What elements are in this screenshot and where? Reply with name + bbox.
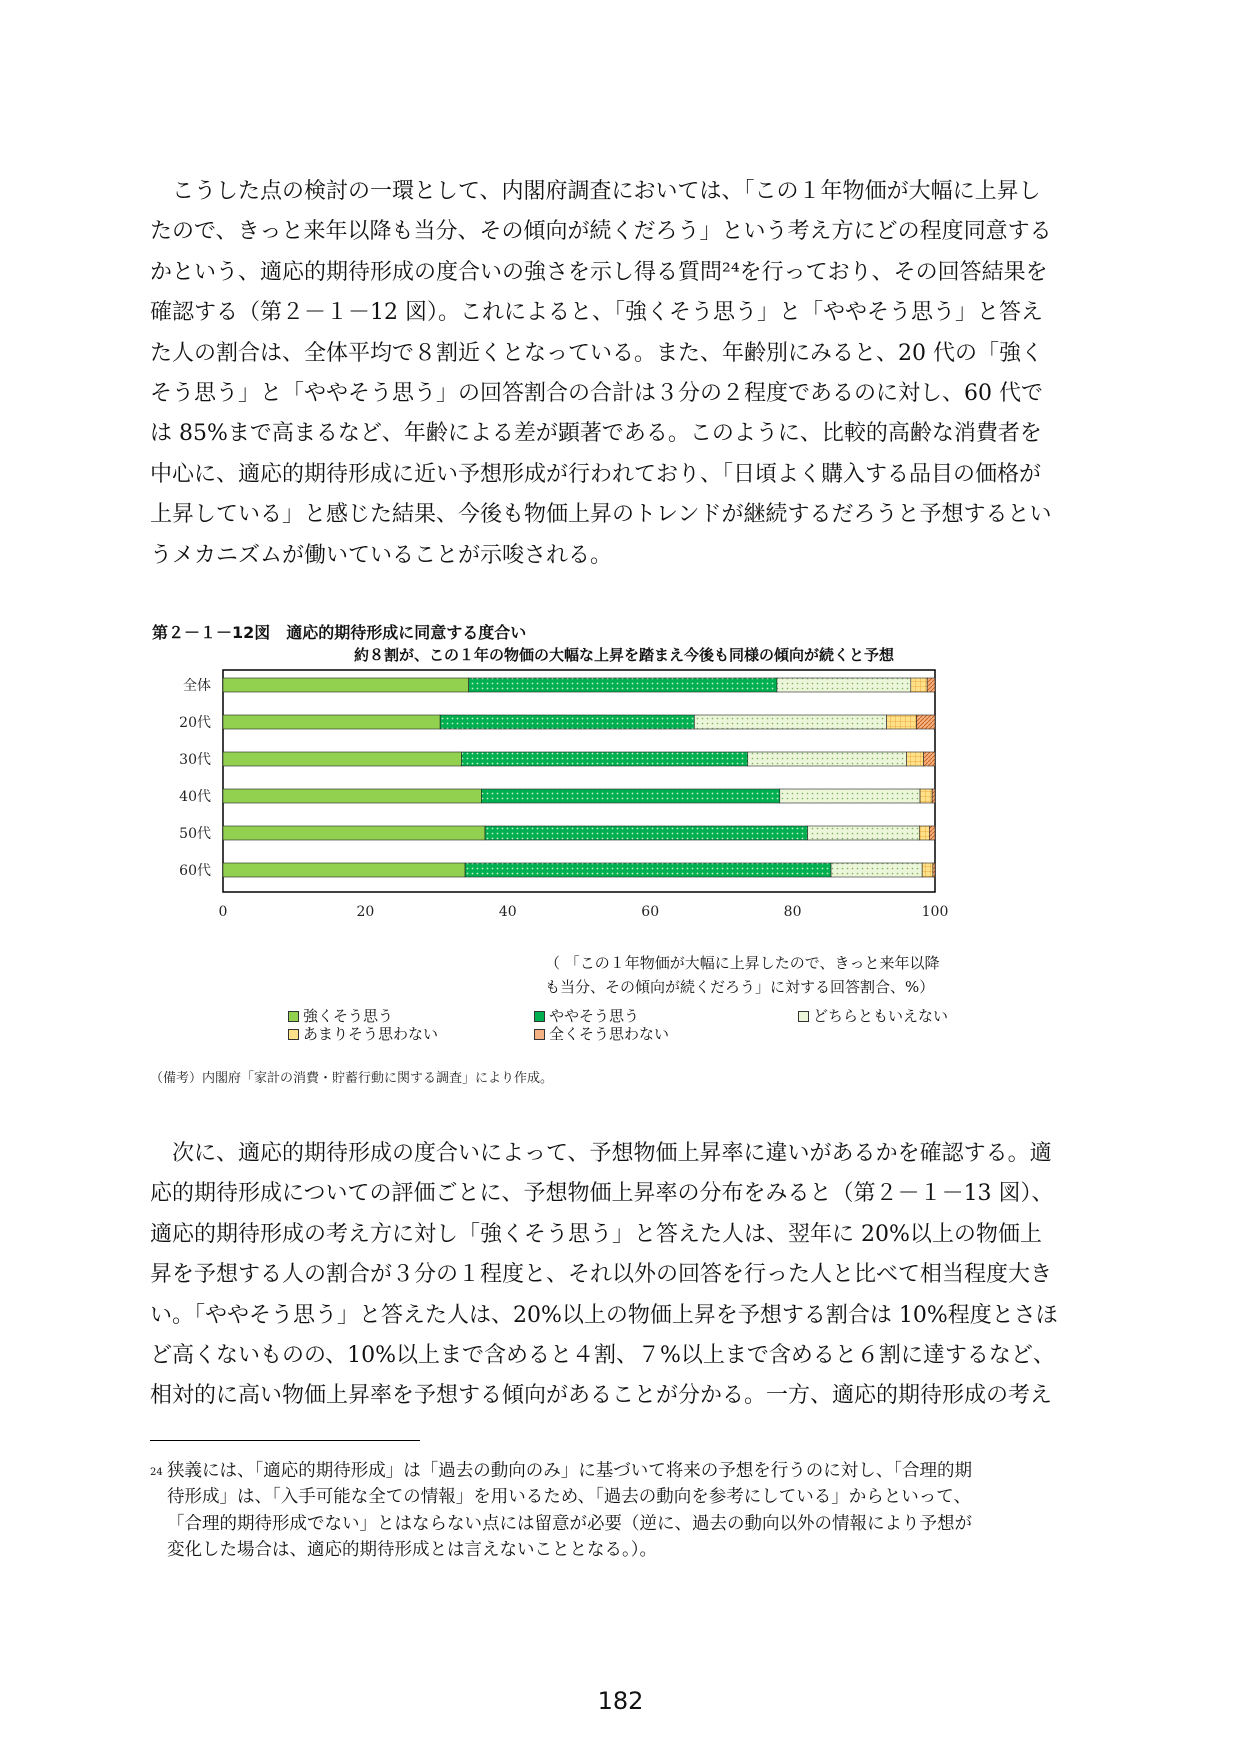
text-line: い。「ややそう思う」と答えた人は、20%以上の物価上昇を予想する割合は 10%程度とさほ — [150, 1302, 1058, 1328]
text-line: 昇を予想する人の割合が３分の１程度と、それ以外の回答を行った人と比べて相当程度大き — [150, 1262, 1053, 1288]
tick-label: 80 — [783, 904, 802, 920]
axis-note-line: も当分、その傾向が続くだろう」に対する回答割合、%） — [545, 978, 935, 996]
category-labels — [179, 677, 211, 879]
bar-segment — [780, 789, 920, 803]
bar-segment — [481, 789, 779, 803]
stacked-bar-chart — [140, 664, 1040, 964]
footnote-marker: 24 — [150, 1467, 163, 1478]
bar-segment — [911, 678, 927, 692]
text-line: 次に、適応的期待形成の度合いによって、予想物価上昇率に違いがあるかを確認する。適 — [150, 1141, 1052, 1166]
legend-label: 全くそう思わない — [549, 1025, 670, 1043]
category-label: 30代 — [179, 752, 211, 768]
tick-label: 0 — [218, 904, 228, 920]
bar-segment — [932, 789, 935, 803]
bar-segment — [465, 863, 831, 877]
legend-label: 強くそう思う — [303, 1007, 394, 1025]
tick-label: 20 — [356, 904, 375, 920]
bar-segment — [933, 863, 935, 877]
tick-label: 100 — [921, 904, 949, 920]
axis-note-line: （ 「この１年物価が大幅に上昇したので、きっと来年以降 — [545, 954, 940, 972]
figure-source-note: （備考）内閣府「家計の消費・貯蓄行動に関する調査」により作成。 — [150, 1071, 554, 1086]
legend-label: あまりそう思わない — [303, 1025, 439, 1043]
text-line: 中心に、適応的期待形成に近い予想形成が行われており、「日頃よく購入する品目の価格が — [150, 461, 1042, 487]
bar-segment — [929, 826, 935, 840]
text-line: うメカニズムが働いていることが示唆される。 — [150, 542, 613, 568]
bar-segment — [924, 752, 935, 766]
bar-segment — [887, 715, 917, 729]
legend-swatch — [288, 1029, 299, 1040]
bar-segment — [927, 678, 935, 692]
body-paragraph-2 — [150, 1134, 1095, 1417]
text-line: こうした点の検討の一環として、内閣府調査においては、「この１年物価が大幅に上昇し — [150, 179, 1041, 204]
footnote-line: 「合理的期待形成でない」とはならない点には留意が必要（逆に、過去の動向以外の情報により予想が — [167, 1513, 972, 1534]
bar-segment — [469, 678, 777, 692]
footnote — [150, 1458, 1095, 1564]
bar-segment — [919, 826, 929, 840]
figure-subtitle: 約８割が、この１年の物価の大幅な上昇を踏まえ今後も同様の傾向が続くと予想 — [353, 646, 894, 664]
footnote-line: 狭義には、「適応的期待形成」は「過去の動向のみ」に基づいて将来の予想を行うのに対し、「合理的期 — [167, 1461, 972, 1481]
tick-label: 60 — [641, 904, 660, 920]
category-label: 60代 — [179, 863, 211, 879]
page-number: 182 — [597, 1687, 644, 1715]
figure-title: 第２－１－12図 適応的期待形成に同意する度合い — [152, 623, 527, 642]
legend-swatch — [534, 1029, 545, 1040]
bar-segment — [223, 826, 485, 840]
text-line: たので、きっと来年以降も当分、その傾向が続くだろう」という考え方にどの程度同意する — [150, 219, 1052, 245]
bar-segment — [223, 863, 465, 877]
bar-segment — [920, 789, 932, 803]
chart-svg — [140, 664, 1040, 964]
footnote-line: 変化した場合は、適応的期待形成とは言えないこととなる。）。 — [167, 1540, 657, 1561]
legend-item — [288, 1007, 393, 1025]
bar-segment — [907, 752, 924, 766]
text-line: 相対的に高い物価上昇率を予想する傾向があることが分かる。一方、適応的期待形成の考え — [150, 1383, 1053, 1409]
legend-item — [798, 1007, 948, 1025]
bar-segment — [777, 678, 911, 692]
bar-segment — [831, 863, 922, 877]
body-paragraph-1 — [150, 172, 1095, 576]
legend-swatch — [798, 1011, 809, 1022]
bar-segment — [223, 752, 462, 766]
bar-segment — [916, 715, 935, 729]
legend-item — [534, 1007, 639, 1025]
bar-segment — [223, 678, 469, 692]
axis-note — [545, 951, 939, 999]
bar-segment — [485, 826, 808, 840]
text-line: は 85%まで高まるなど、年齢による差が顕著である。このように、比較的高齢な消費者を — [150, 421, 1042, 447]
bar-segment — [223, 715, 440, 729]
bar-segment — [808, 826, 920, 840]
footnote-line: 待形成」は、「入手可能な全ての情報」を用いるため、「過去の動向を参考にしている」からといって、 — [167, 1487, 971, 1508]
category-label: 40代 — [179, 789, 211, 805]
bar-segment — [694, 715, 886, 729]
text-line: 適応的期待形成の考え方に対し「強くそう思う」と答えた人は、翌年に 20%以上の物価上 — [150, 1221, 1042, 1247]
category-label: 50代 — [179, 826, 211, 842]
text-line: ど高くないものの、10%以上まで含めると４割、７%以上まで含めると６割に達するなど、 — [150, 1343, 1055, 1369]
bar-segment — [748, 752, 907, 766]
text-line: 確認する（第２－１－12 図）。これによると、「強くそう思う」と「ややそう思う」と答え — [150, 300, 1043, 326]
legend-swatch — [534, 1011, 545, 1022]
text-line: 応的期待形成についての評価ごとに、予想物価上昇率の分布をみると（第２－１－13 図）、 — [150, 1181, 1054, 1207]
bar-segment — [440, 715, 694, 729]
bar-segment — [462, 752, 748, 766]
legend-label: どちらともいえない — [813, 1007, 949, 1025]
tick-label: 40 — [498, 904, 517, 920]
bar-segment — [223, 789, 481, 803]
category-label: 全体 — [183, 678, 211, 694]
footnote-divider — [150, 1440, 420, 1441]
legend-label: ややそう思う — [549, 1007, 640, 1025]
text-line: 上昇している」と感じた結果、今後も物価上昇のトレンドが継続するだろうと予想するとい — [150, 502, 1052, 528]
x-axis-ticks — [219, 904, 949, 920]
legend-item — [534, 1025, 669, 1043]
bar-segment — [922, 863, 933, 877]
plot-area — [223, 670, 935, 892]
legend-swatch — [288, 1011, 299, 1022]
legend-item — [288, 1025, 438, 1043]
text-line: かという、適応的期待形成の度合いの強さを示し得る質問²⁴を行っており、その回答結果を — [150, 259, 1048, 285]
text-line: た人の割合は、全体平均で８割近くとなっている。また、年齢別にみると、20 代の「強く — [150, 340, 1043, 366]
category-label: 20代 — [179, 715, 211, 731]
bars-group — [223, 678, 935, 877]
text-line: そう思う」と「ややそう思う」の回答割合の合計は３分の２程度であるのに対し、60 代で — [150, 381, 1043, 407]
